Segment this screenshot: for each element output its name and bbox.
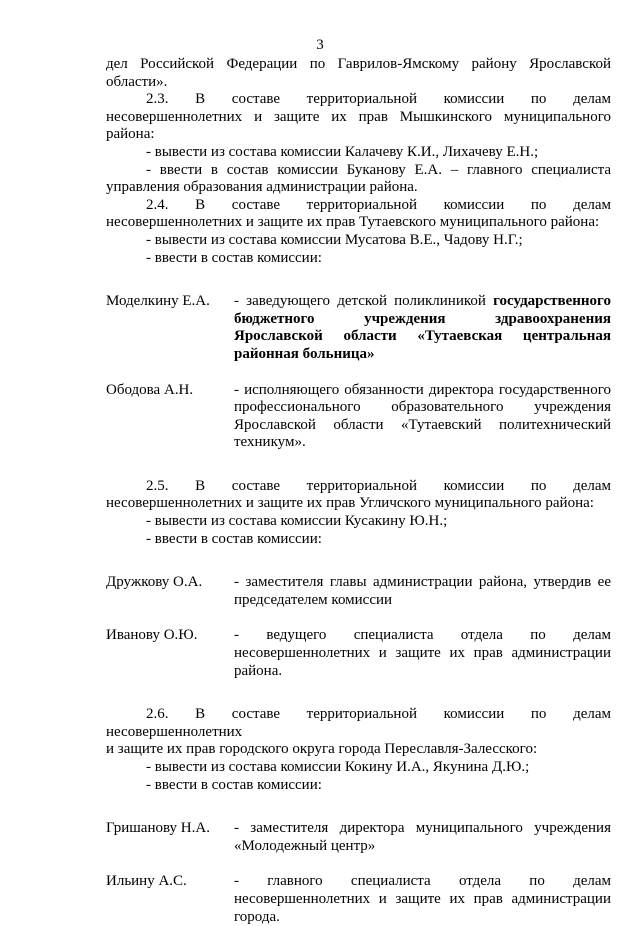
member-entry bbox=[106, 627, 611, 680]
section-2-5-add: - ввести в состав комиссии: bbox=[146, 530, 322, 547]
section-2-4-heading-tail: несовершеннолетних и защите их прав Тутаевского муниципального района: bbox=[106, 214, 600, 231]
member-position: - исполняющего обязанности директора государственного профессионального образовательного учреждения Ярославской области «Тутаевский политехнический техникум». bbox=[234, 381, 611, 451]
member-entry bbox=[106, 382, 611, 452]
member-position: - заместителя главы администрации района, утвердив ее председателем комиссии bbox=[234, 574, 611, 608]
member-name: Ильину А.С. bbox=[106, 873, 187, 890]
page-number: 3 bbox=[316, 37, 324, 53]
section-2-4-remove: - вывести из состава комиссии Мусатова В.Е., Чадову Н.Г.; bbox=[146, 231, 523, 248]
member-name: Дружкову О.А. bbox=[106, 574, 203, 591]
member-position: - ведущего специалиста отдела по делам несовершеннолетних и защите их прав администрации района. bbox=[234, 627, 611, 679]
section-2-3-heading: 2.3. В составе территориальной комиссии по делам bbox=[146, 91, 611, 108]
section-2-5-remove: - вывести из состава комиссии Кусакину Ю.Н.; bbox=[146, 513, 448, 530]
member-position: - заместителя директора муниципального учреждения «Молодежный центр» bbox=[234, 820, 611, 854]
section-2-6-heading-tail: и защите их прав городского округа города Переславля-Залесского: bbox=[106, 741, 538, 758]
member-position: - главного специалиста отдела по делам несовершеннолетних и защите их прав администрации города. bbox=[234, 873, 611, 925]
member-position-organization: государственного бюджетного учреждения здравоохранения Ярославской области «Тутаевская центральная районная больница» bbox=[234, 293, 611, 362]
member-name: Моделкину Е.А. bbox=[106, 293, 210, 310]
member-entry bbox=[106, 873, 611, 926]
section-2-3-add: - ввести в состав комиссии Буканову Е.А. – главного специалиста управления образования администрации района. bbox=[106, 161, 611, 196]
member-position bbox=[234, 293, 611, 363]
member-name: Ободова А.Н. bbox=[106, 381, 194, 398]
section-2-5-heading-tail: несовершеннолетних и защите их прав Угличского муниципального района: bbox=[106, 495, 594, 512]
member-entry bbox=[106, 293, 611, 363]
section-2-3-heading-tail: несовершеннолетних и защите их прав Мышкинского муниципального района: bbox=[106, 108, 611, 143]
member-name: Иванову О.Ю. bbox=[106, 627, 198, 644]
member-entry bbox=[106, 820, 611, 855]
section-2-3-remove: - вывести из состава комиссии Калачеву К.И., Лихачеву Е.Н.; bbox=[146, 143, 539, 160]
member-position-prefix: - заведующего детской поликлиникой bbox=[234, 293, 494, 310]
section-2-4-heading: 2.4. В составе территориальной комиссии по делам bbox=[146, 196, 611, 213]
paragraph-continuation: дел Российской Федерации по Гаврилов-Ямскому району Ярославской области». bbox=[106, 56, 611, 90]
section-2-6-add: - ввести в состав комиссии: bbox=[146, 776, 322, 793]
document-body bbox=[106, 56, 611, 926]
section-2-6-remove: - вывести из состава комиссии Кокину И.А., Якунина Д.Ю.; bbox=[146, 759, 530, 775]
section-2-4-add: - ввести в состав комиссии: bbox=[146, 249, 322, 266]
member-name: Гришанову Н.А. bbox=[106, 820, 210, 837]
member-entry bbox=[106, 574, 611, 609]
section-2-6-heading: 2.6. В составе территориальной комиссии по делам несовершеннолетних bbox=[106, 706, 611, 740]
section-2-5-heading: 2.5. В составе территориальной комиссии по делам bbox=[146, 477, 611, 494]
